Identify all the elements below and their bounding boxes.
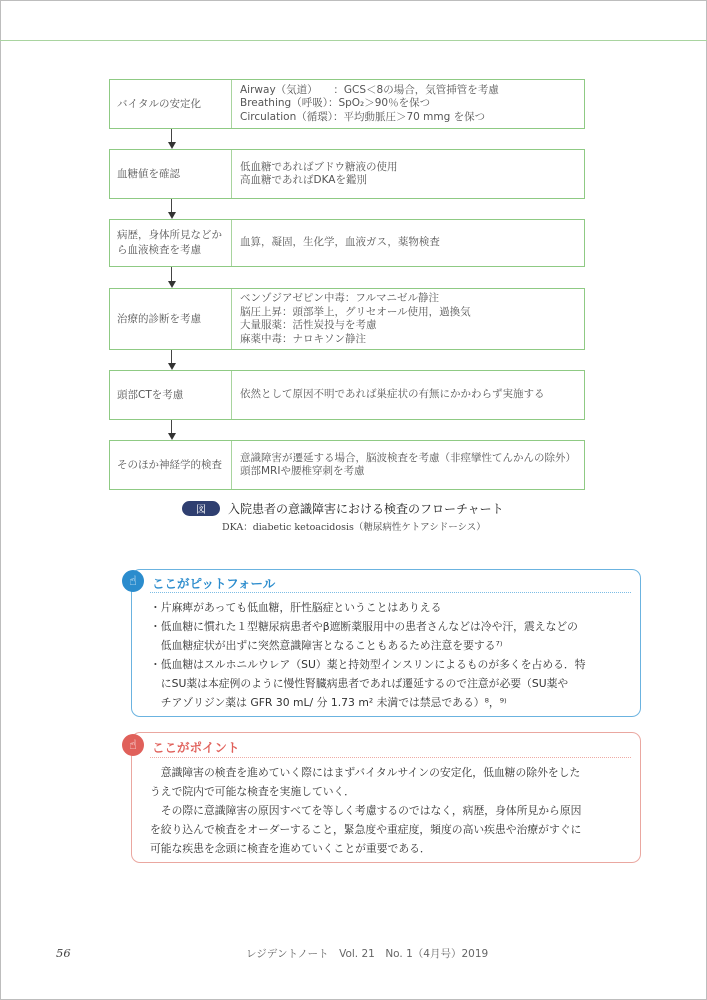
pitfall-line: にSU薬は本症例のように慢性腎臓病患者であれば遷延するので注意が必要（SU薬や [150, 677, 569, 690]
flow-step-details [232, 80, 584, 128]
flow-step-details [232, 441, 584, 489]
flow-step-details [232, 289, 584, 349]
detail-line: 大量服薬：活性炭投与を考慮 [240, 319, 377, 331]
flow-step-head-ct [109, 370, 585, 420]
flow-step-details [232, 220, 584, 266]
flow-arrow [168, 199, 176, 219]
figure-badge: 図 [182, 501, 220, 516]
flow-step-details [232, 371, 584, 419]
pointing-hand-icon: ☝ [122, 570, 144, 592]
flow-step-glucose [109, 149, 585, 199]
detail-line: 高血糖であればDKAを鑑別 [240, 174, 367, 186]
point-line: その際に意識障害の原因すべてを等しく考慮するのではなく，病歴，身体所見から原因 [150, 804, 582, 817]
pitfall-item [150, 655, 586, 712]
detail-line: Breathing（呼吸）：SpO₂＞90％を保つ [240, 97, 431, 110]
figure-title: 入院患者の意識障害における検査のフローチャート [228, 502, 504, 516]
detail-line: Airway（気道） ：GCS＜8の場合，気管挿管を考慮 [240, 83, 499, 96]
flow-arrow [168, 129, 176, 149]
pitfall-line: ・低血糖に慣れた１型糖尿病患者やβ遮断薬服用中の患者さんなどは冷や汗，震えなどの [150, 620, 578, 633]
dotted-divider [150, 592, 631, 593]
detail-line: 意識障害が遷延する場合，脳波検査を考慮（非痙攣性てんかんの除外） [240, 451, 576, 464]
pitfall-line: ・低血糖はスルホニルウレア（SU）薬と持効型インスリンによるものが多くを占める．特 [150, 658, 586, 671]
header-rule [0, 40, 707, 41]
flow-step-label: そのほか神経学的検査 [110, 441, 232, 489]
flow-step-label: 血糖値を確認 [110, 150, 232, 198]
journal-footer: レジデントノート Vol. 21 No. 1（4月号）2019 [246, 948, 489, 960]
pitfall-line: ・片麻痺があっても低血糖，肝性脳症ということはありえる [150, 601, 442, 614]
pointing-hand-icon: ☝ [122, 734, 144, 756]
pitfall-item [150, 598, 441, 617]
page-number: 56 [56, 946, 71, 960]
detail-line: 血算，凝固，生化学，血液ガス，薬物検査 [240, 236, 440, 249]
figure-note: DKA：diabetic ketoacidosis（糖尿病性ケトアシドーシス） [222, 522, 486, 533]
flow-step-label: 治療的診断を考慮 [110, 289, 232, 349]
flow-step-blood-test [109, 219, 585, 267]
pitfall-line: チアゾリジン薬は GFR 30 mL/ 分 1.73 m² 未満では禁忌である）⁸，⁹⁾ [150, 696, 507, 709]
flow-step-label: バイタルの安定化 [110, 80, 232, 128]
flow-arrow [168, 420, 176, 440]
detail-line: 依然として原因不明であれば巣症状の有無にかかわらず実施する [240, 388, 545, 401]
pitfall-item [150, 617, 578, 655]
point-line: 意識障害の検査を進めていく際にはまずバイタルサインの安定化，低血糖の除外をした [150, 766, 581, 779]
point-line: 可能な疾患を念頭に検査を進めていくことが重要である． [150, 842, 431, 855]
point-title: ここがポイント [152, 740, 240, 755]
detail-line: 麻薬中毒：ナロキソン静注 [240, 332, 366, 345]
flow-arrow [168, 350, 176, 370]
flow-step-vitals [109, 79, 585, 129]
flow-step-neuro-exam [109, 440, 585, 490]
flow-step-label: 頭部CTを考慮 [110, 371, 232, 419]
flow-step-details [232, 150, 584, 198]
detail-line: Circulation（循環）：平均動脈圧＞70 mmg を保つ [240, 110, 486, 123]
detail-line: ベンゾジアゼピン中毒：フルマニゼル静注 [240, 292, 439, 304]
point-paragraph [150, 801, 581, 858]
dotted-divider [150, 757, 631, 758]
flow-arrow [168, 267, 176, 288]
detail-line: 脳圧上昇：頭部挙上，グリセオール使用，過換気 [240, 305, 471, 318]
flow-step-label: 病歴，身体所見などから血液検査を考慮 [110, 220, 232, 266]
detail-line: 低血糖であればブドウ糖液の使用 [240, 160, 398, 173]
point-paragraph [150, 763, 580, 801]
detail-line: 頭部MRIや腰椎穿刺を考慮 [240, 465, 365, 477]
point-line: うえで院内で可能な検査を実施していく． [150, 785, 355, 798]
flow-step-therapeutic-diagnosis [109, 288, 585, 350]
pitfall-line: 低血糖症状が出ずに突然意識障害となることもあるため注意を要する⁷⁾ [150, 639, 503, 652]
point-line: を絞り込んで検査をオーダーすること，緊急度や重症度，頻度の高い疾患や治療がすぐに [150, 823, 582, 836]
pitfall-title: ここがピットフォール [152, 576, 276, 591]
figure-caption [182, 500, 504, 517]
